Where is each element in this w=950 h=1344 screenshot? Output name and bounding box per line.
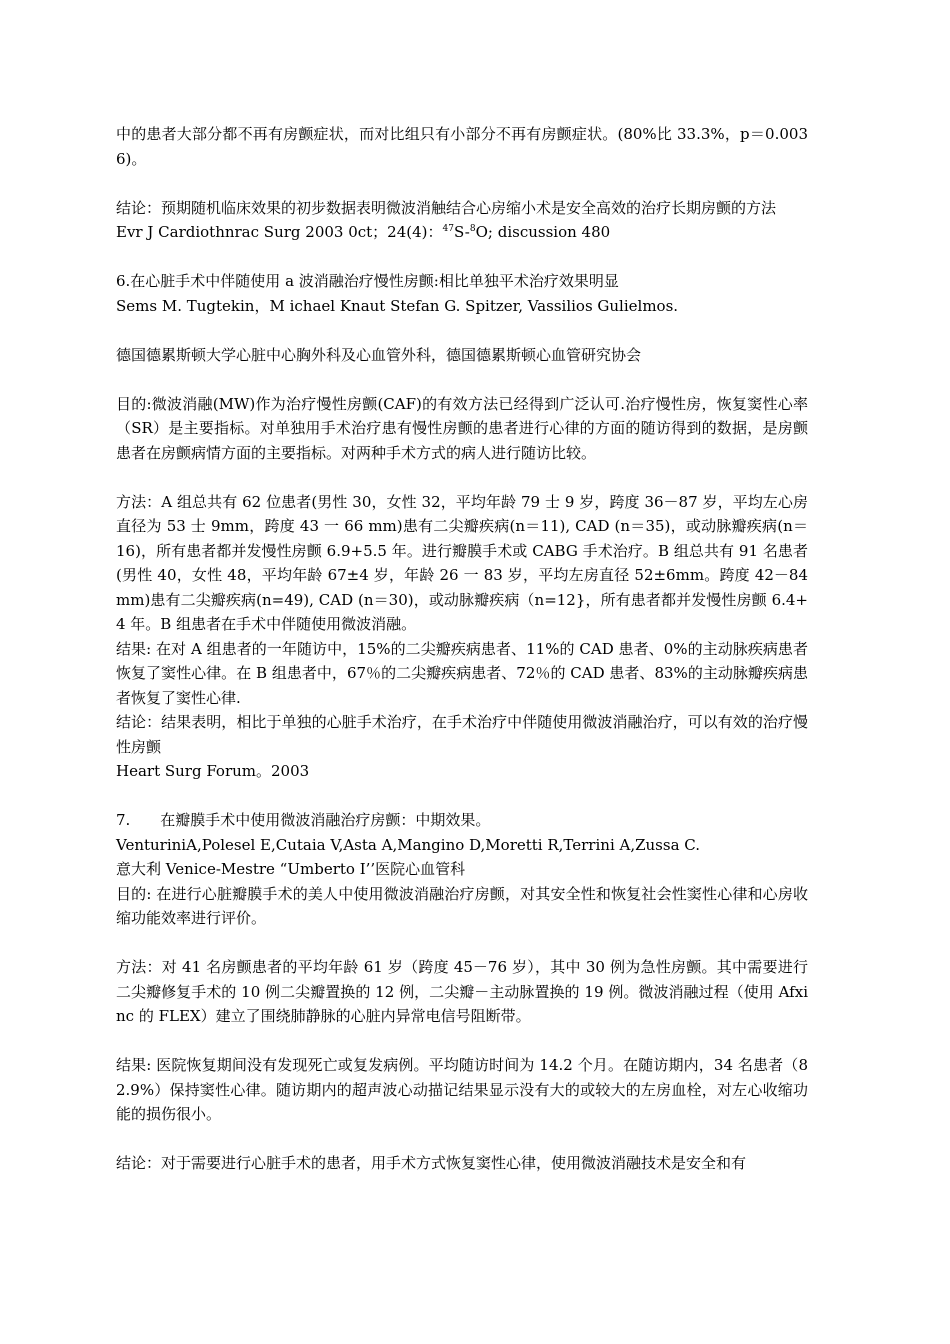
section-7-affiliation: 意大利 Venice-Mestre “Umberto I’’医院心血管科 — [116, 860, 466, 878]
citation-1-journal: Evr J Cardiothnrac Surg 2003 0ct；24(4)： — [116, 223, 443, 241]
section-6-methods: 方法：A 组总共有 62 位患者(男性 30，女性 32，平均年龄 79 士 9 岁，跨度 36－87 岁，平均左心房直径为 53 士 9mm，跨度 43 一 66 mm)患有二尖瓣疾病(n＝11), CAD (n＝35)，或动脉瓣疾病(n＝16)，所有患者都并发慢性房颤 6.9+5.5 年。进行瓣膜手术或 CABG 手术治疗。B 组总共有 91 名患者(男性 40，女性 48，平均年龄 67±4 岁，年龄 26 一 83 岁，平均左房直径 52±6mm。跨度 42－84mm)患有二尖瓣疾病(n=49), CAD (n＝30)，或动脉瓣疾病（n=12}，所有患者都并发慢性房颤 6.4+4 年。B 组患者在手术中伴随使用微波消融。 — [116, 492, 808, 633]
citation-1-end: O; discussion 480 — [475, 223, 611, 241]
citation-1-sup-1: 47 — [442, 224, 454, 234]
section-6-results: 结果: 在对 A 组患者的一年随访中，15%的二尖瓣疾病患者、11%的 CAD 患者、0%的主动脉疾病患者恢复了窦性心律。在 B 组患者中，67％的二尖瓣疾病患者、72％的 CAD 患者、83%的主动脉瓣疾病患者恢复了窦性心律. — [116, 639, 808, 707]
section-6-citation: Heart Surg Forum。2003 — [116, 762, 310, 780]
section-6-conclusion: 结论：结果表明，相比于单独的心脏手术治疗，在手术治疗中伴随使用微波消融治疗，可以有效的治疗慢性房颤 — [116, 713, 808, 756]
paragraph-conclusion-1: 结论：预期随机临床效果的初步数据表明微波消触结合心房缩小术是安全高效的治疗长期房颤的方法 — [116, 198, 777, 217]
citation-1-sup-2: 8 — [469, 224, 476, 234]
section-6-authors: Sems M. Tugtekin，M ichael Knaut Stefan G. Spitzer, Vassilios Gulielmos. — [116, 296, 679, 315]
citation-1 — [116, 220, 808, 245]
section-6-objective: 目的:微波消融(MW)作为治疗慢性房颤(CAF)的有效方法已经得到广泛认可.治疗慢性房，恢复窦性心率（SR）是主要指标。对单独用手术治疗患有慢性房颤的患者进行心律的方面的随访得到的数据，是房颤患者在房颤病情方面的主要指标。对两种手术方式的病人进行随访比较。 — [116, 394, 808, 462]
document-page — [116, 122, 808, 1176]
section-7-methods: 方法：对 41 名房颤患者的平均年龄 61 岁（跨度 45－76 岁），其中 30 例为急性房颤。其中需要进行二尖瓣修复手术的 10 例二尖瓣置换的 12 例，二尖瓣－主动脉置换的 19 例。微波消融过程（使用 Afxinc 的 FLEX）建立了围绕肺静脉的心脏内异常电信号阻断带。 — [116, 958, 808, 1025]
section-7-results: 结果: 医院恢复期间没有发现死亡或复发病例。平均随访时间为 14.2 个月。在随访期内，34 名患者（82.9%）保持窦性心律。随访期内的超声波心动描记结果显示没有大的或较大的左房血栓，对左心收缩功能的损伤很小。 — [116, 1056, 808, 1123]
section-7-conclusion: 结论：对于需要进行心脏手术的患者，用手术方式恢复窦性心律，使用微波消融技术是安全和有 — [116, 1154, 747, 1172]
paragraph-results-continued: 中的患者大部分都不再有房颤症状，而对比组只有小部分不再有房颤症状。(80%比 33.3%，p＝0.0036)。 — [116, 125, 808, 168]
citation-1-middle: S- — [453, 223, 470, 241]
section-7-objective: 目的: 在进行心脏瓣膜手术的美人中使用微波消融治疗房颤，对其安全性和恢复社会性窦性心律和心房收缩功能效率进行评价。 — [116, 884, 808, 927]
section-6-affiliation: 德国德累斯顿大学心脏中心胸外科及心血管外科，德国德累斯顿心血管研究协会 — [116, 345, 642, 364]
section-7-title: 7. 在瓣膜手术中使用微波消融治疗房颤：中期效果。 — [116, 811, 491, 829]
section-6-title: 6.在心脏手术中伴随使用 a 波消融治疗慢性房颤:相比单独平术治疗效果明显 — [116, 272, 619, 290]
section-7-authors: VenturiniA,Polesel E,Cutaia V,Asta A,Mangino D,Moretti R,Terrini A,Zussa C. — [116, 835, 701, 854]
